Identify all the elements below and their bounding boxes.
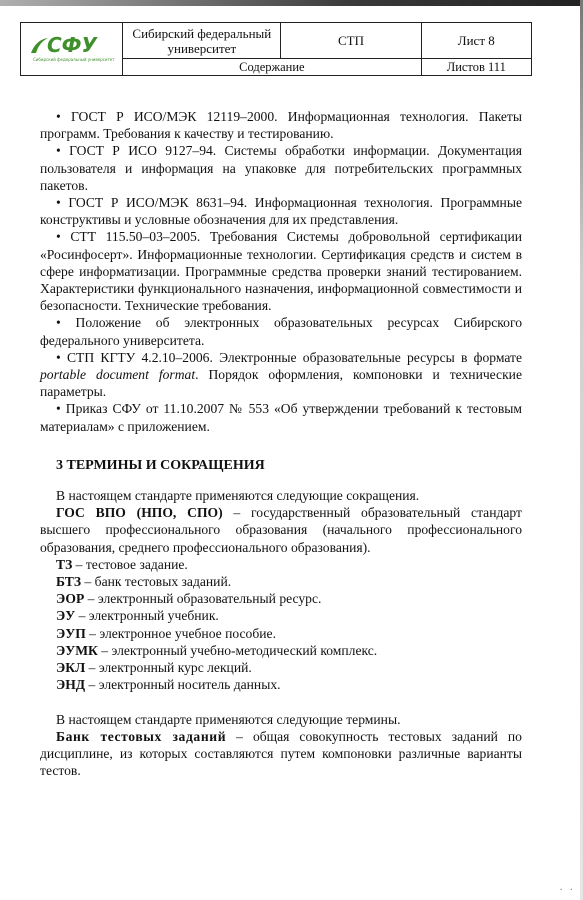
university-line-1: Сибирский федеральный xyxy=(132,25,272,41)
scan-edge-top xyxy=(0,0,583,6)
reference-item: • Приказ СФУ от 11.10.2007 № 553 «Об утверждении требований к тестовым материалам» с приложением. xyxy=(40,401,522,434)
abbreviation-item xyxy=(56,573,522,590)
abbreviation-item xyxy=(56,642,522,659)
abbr-def: – электронный образовательный ресурс. xyxy=(84,591,322,607)
term-bank-def: – общая совокупность тестовых заданий по дисциплине, из которых составляются путем компоновки различные варианты тестов. xyxy=(40,728,522,779)
abbr-def: – тестовое задание. xyxy=(72,556,188,572)
abbr-def: – электронный учебник. xyxy=(75,608,219,624)
scan-corner-marks: · · xyxy=(559,885,575,896)
page-content xyxy=(40,108,522,779)
term-definition xyxy=(40,728,522,780)
reference-item: • ГОСТ Р ИСО/МЭК 12119–2000. Информационная технология. Пакеты программ. Требования к качеству и тестированию. xyxy=(40,109,522,142)
ref-stp-after: . Порядок оформления, компоновки и технические параметры. xyxy=(40,367,522,400)
abbr: ЭУМК xyxy=(56,642,98,658)
university-name xyxy=(123,23,281,59)
abbr: ТЗ xyxy=(56,556,73,572)
abbr-def: – банк тестовых заданий. xyxy=(81,574,232,590)
sheets-total: Листов 111 xyxy=(421,59,531,76)
abbreviation-item xyxy=(56,659,522,676)
reference-item-stp xyxy=(40,349,522,401)
section-name: Содержание xyxy=(123,59,421,76)
abbreviation-item xyxy=(56,607,522,624)
abbr: ЭУП xyxy=(56,625,86,641)
reference-item: • ГОСТ Р ИСО 9127–94. Системы обработки информации. Документация пользователя и информация на упаковке для потребительских программных пакетов. xyxy=(40,143,522,193)
university-line-2: университет xyxy=(167,40,237,56)
abbr-def: – электронный учебно-методический комплекс. xyxy=(97,642,378,658)
reference-item: • Положение об электронных образовательных ресурсах Сибирского федерального университета. xyxy=(40,315,522,348)
gos-definition xyxy=(40,504,522,556)
abbr-intro: В настоящем стандарте применяются следующие сокращения. xyxy=(56,488,420,504)
term-bank: Банк тестовых заданий xyxy=(56,728,227,744)
abbreviation-item xyxy=(56,676,522,693)
doc-type: СТП xyxy=(281,23,421,59)
abbr: ЭНД xyxy=(56,677,86,693)
abbr: ЭУ xyxy=(56,608,76,624)
sfu-logo xyxy=(29,33,119,65)
abbr: БТЗ xyxy=(56,574,82,590)
ref-stp-before: • СТП КГТУ 4.2.10–2006. Электронные образовательные ресурсы в формате xyxy=(56,349,522,365)
reference-item: • СТТ 115.50–03–2005. Требования Системы добровольной сертификации «Росинфосерт». Информационные технологии. Сертификация средств и систем в сфере информатизации. Программные средства проверки знаний тестированием. Характеристики функционального назначения, информационной совместимости и безопасности. Технические требования. xyxy=(40,229,522,314)
gos-def: – государственный образовательный стандарт высшего профессионального образования (начального профессионального образования, среднего профессионального образования). xyxy=(40,505,522,555)
abbreviation-item xyxy=(56,590,522,607)
reference-item: • ГОСТ Р ИСО/МЭК 8631–94. Информационная технология. Программные конструктивы и условные обозначения для их представления. xyxy=(40,195,522,228)
section-title: 3 ТЕРМИНЫ И СОКРАЩЕНИЯ xyxy=(56,457,265,473)
logo-swoosh-icon xyxy=(29,37,49,55)
gos-abbr: ГОС ВПО (НПО, СПО) xyxy=(56,505,223,521)
abbr-def: – электронное учебное пособие. xyxy=(85,625,276,641)
abbreviation-item xyxy=(56,556,522,573)
abbreviation-item xyxy=(56,625,522,642)
ref-stp-italic: portable document format xyxy=(40,367,196,383)
terms-intro: В настоящем стандарте применяются следующие термины. xyxy=(56,711,401,727)
abbr: ЭОР xyxy=(56,591,85,607)
abbr-def: – электронный курс лекций. xyxy=(85,660,252,676)
spacer xyxy=(40,694,522,711)
abbreviation-list xyxy=(40,556,522,694)
abbr: ЭКЛ xyxy=(56,660,86,676)
sheet-number: Лист 8 xyxy=(421,23,531,59)
logo-subtext: Сибирский федеральный университет xyxy=(33,57,115,62)
abbr-def: – электронный носитель данных. xyxy=(85,677,281,693)
logo-text: СФУ xyxy=(47,33,97,57)
logo-cell xyxy=(21,23,123,76)
document-header xyxy=(20,22,532,76)
